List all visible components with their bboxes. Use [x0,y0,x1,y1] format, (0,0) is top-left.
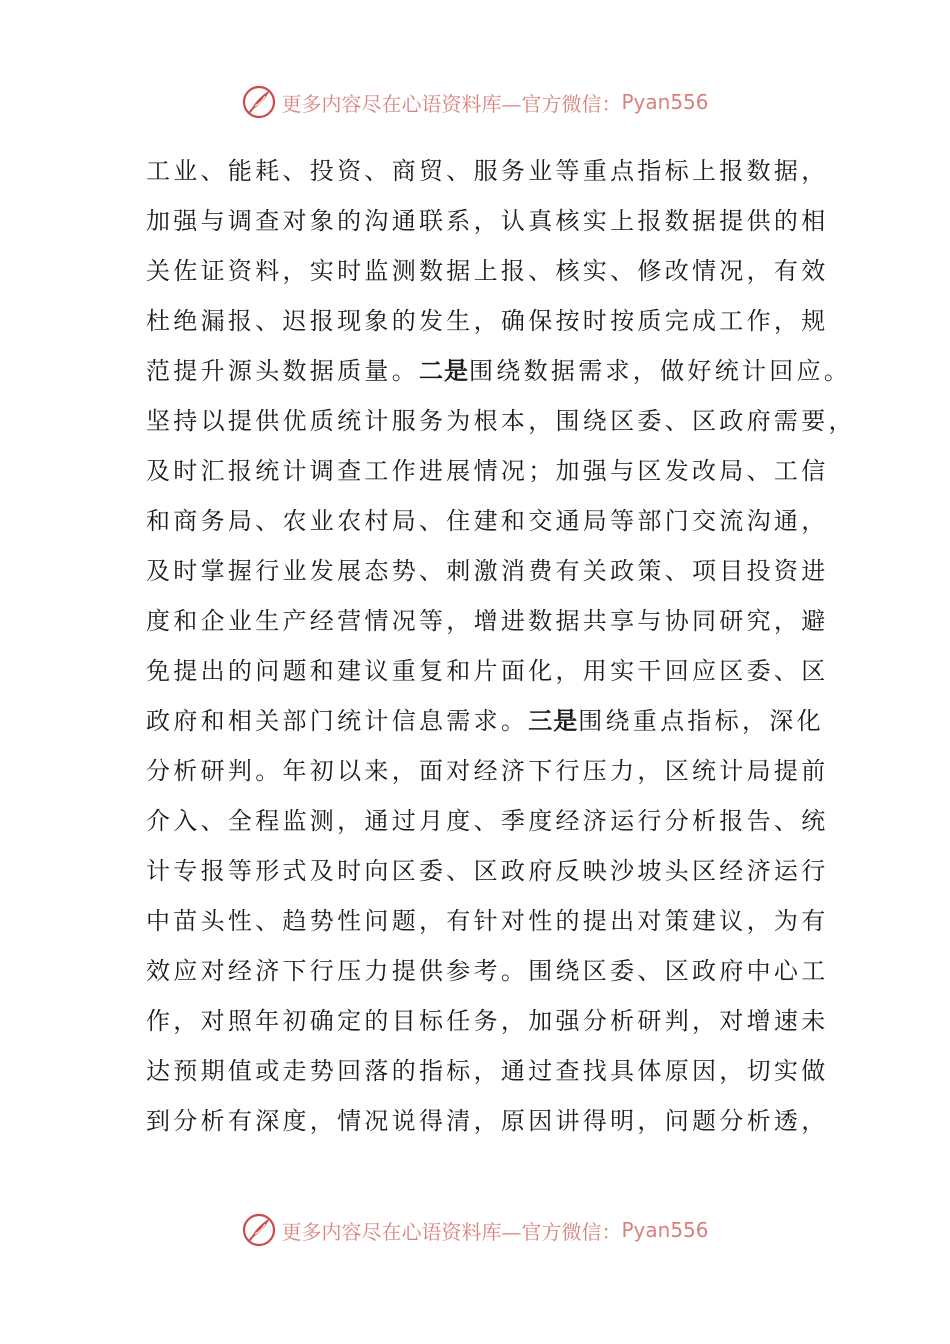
banner-wechat-id: Pyan556 [621,1218,709,1242]
text-line: 工业、能耗、投资、商贸、服务业等重点指标上报数据， [146,157,829,185]
text-line [146,346,852,396]
quill-pen-logo-icon [241,84,277,120]
text-line: 效应对经济下行压力提供参考。围绕区委、区政府中心工 [146,957,829,985]
footer-banner [0,1208,950,1252]
text-line: 和商务局、农业农村局、住建和交通局等部门交流沟通， [146,507,829,535]
text-line: 达预期值或走势回落的指标，通过查找具体原因，切实做 [146,1057,829,1085]
banner-wechat-id: Pyan556 [621,90,709,114]
text-segment: 范提升源头数据质量。 [146,357,419,385]
text-line: 计专报等形式及时向区委、区政府反映沙坡头区经济运行 [146,857,829,885]
text-line: 免提出的问题和建议重复和片面化，用实干回应区委、区 [146,657,829,685]
quill-pen-logo-icon [241,1212,277,1248]
bold-heading-two: 二是 [419,357,469,385]
text-line [146,696,824,746]
text-segment: 围绕数据需求，做好统计回应。 [469,357,852,385]
text-line: 杜绝漏报、迟报现象的发生，确保按时按质完成工作，规 [146,307,829,335]
banner-title: 更多内容尽在心语资料库—官方微信： [281,91,622,116]
text-line: 及时掌握行业发展态势、刺激消费有关政策、项目投资进 [146,557,829,585]
text-segment: 围绕重点指标，深化 [578,707,824,735]
text-line: 坚持以提供优质统计服务为根本，围绕区委、区政府需要， [146,407,856,435]
text-segment: 政府和相关部门统计信息需求。 [146,707,529,735]
bold-heading-three: 三是 [528,707,579,735]
text-line: 加强与调查对象的沟通联系，认真核实上报数据提供的相 [146,207,829,235]
header-banner [0,80,950,124]
text-line: 中苗头性、趋势性问题，有针对性的提出对策建议，为有 [146,907,829,935]
text-line: 到分析有深度，情况说得清，原因讲得明，问题分析透， [146,1107,829,1135]
text-line: 分析研判。年初以来，面对经济下行压力，区统计局提前 [146,757,829,785]
banner-title: 更多内容尽在心语资料库—官方微信： [281,1219,622,1244]
text-line: 介入、全程监测，通过月度、季度经济运行分析报告、统 [146,807,829,835]
document-body [146,146,856,1146]
text-line: 关佐证资料，实时监测数据上报、核实、修改情况，有效 [146,257,829,285]
text-line: 及时汇报统计调查工作进展情况；加强与区发改局、工信 [146,457,829,485]
text-line: 作，对照年初确定的目标任务，加强分析研判，对增速未 [146,1007,829,1035]
text-line: 度和企业生产经营情况等，增进数据共享与协同研究，避 [146,607,829,635]
